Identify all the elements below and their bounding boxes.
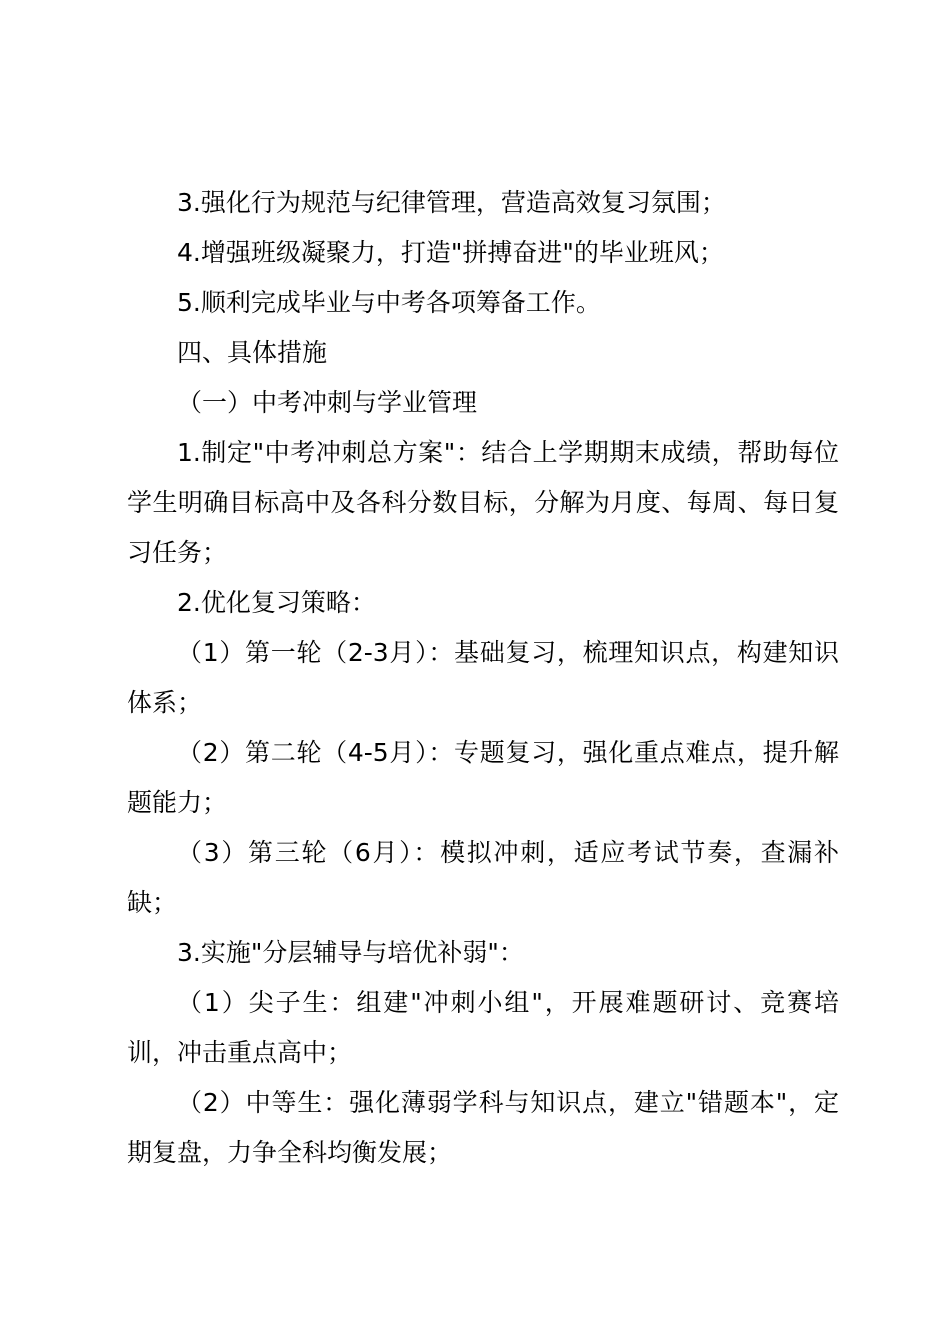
paragraph-measure-1: 1.制定"中考冲刺总方案"：结合上学期期末成绩，帮助每位学生明确目标高中及各科分数目标，分解为月度、每周、每日复习任务；: [127, 438, 839, 567]
paragraph-measure-2: 2.优化复习策略：: [177, 588, 376, 617]
paragraph-middle-students: （2）中等生：强化薄弱学科与知识点，建立"错题本"，定期复盘，力争全科均衡发展；: [127, 1088, 839, 1167]
paragraph-goal-5: 5.顺利完成毕业与中考各项筹备工作。: [177, 288, 601, 317]
paragraph-round-3: （3）第三轮（6月）：模拟冲刺，适应考试节奏，查漏补缺；: [127, 838, 839, 917]
paragraph-goal-4: 4.增强班级凝聚力，打造"拼搏奋进"的毕业班风；: [177, 238, 724, 267]
paragraph-goal-3: 3.强化行为规范与纪律管理，营造高效复习氛围；: [177, 188, 726, 217]
subsection-heading-exam-sprint: （一）中考冲刺与学业管理: [177, 388, 478, 417]
paragraph-round-1: （1）第一轮（2-3月）：基础复习，梳理知识点，构建知识体系；: [127, 638, 839, 717]
section-heading-measures: 四、具体措施: [177, 338, 328, 367]
paragraph-measure-3: 3.实施"分层辅导与培优补弱"：: [177, 938, 524, 967]
document-body: [127, 178, 839, 1178]
paragraph-top-students: （1）尖子生：组建"冲刺小组"，开展难题研讨、竞赛培训，冲击重点高中；: [127, 988, 839, 1067]
paragraph-round-2: （2）第二轮（4-5月）：专题复习，强化重点难点，提升解题能力；: [127, 738, 839, 817]
